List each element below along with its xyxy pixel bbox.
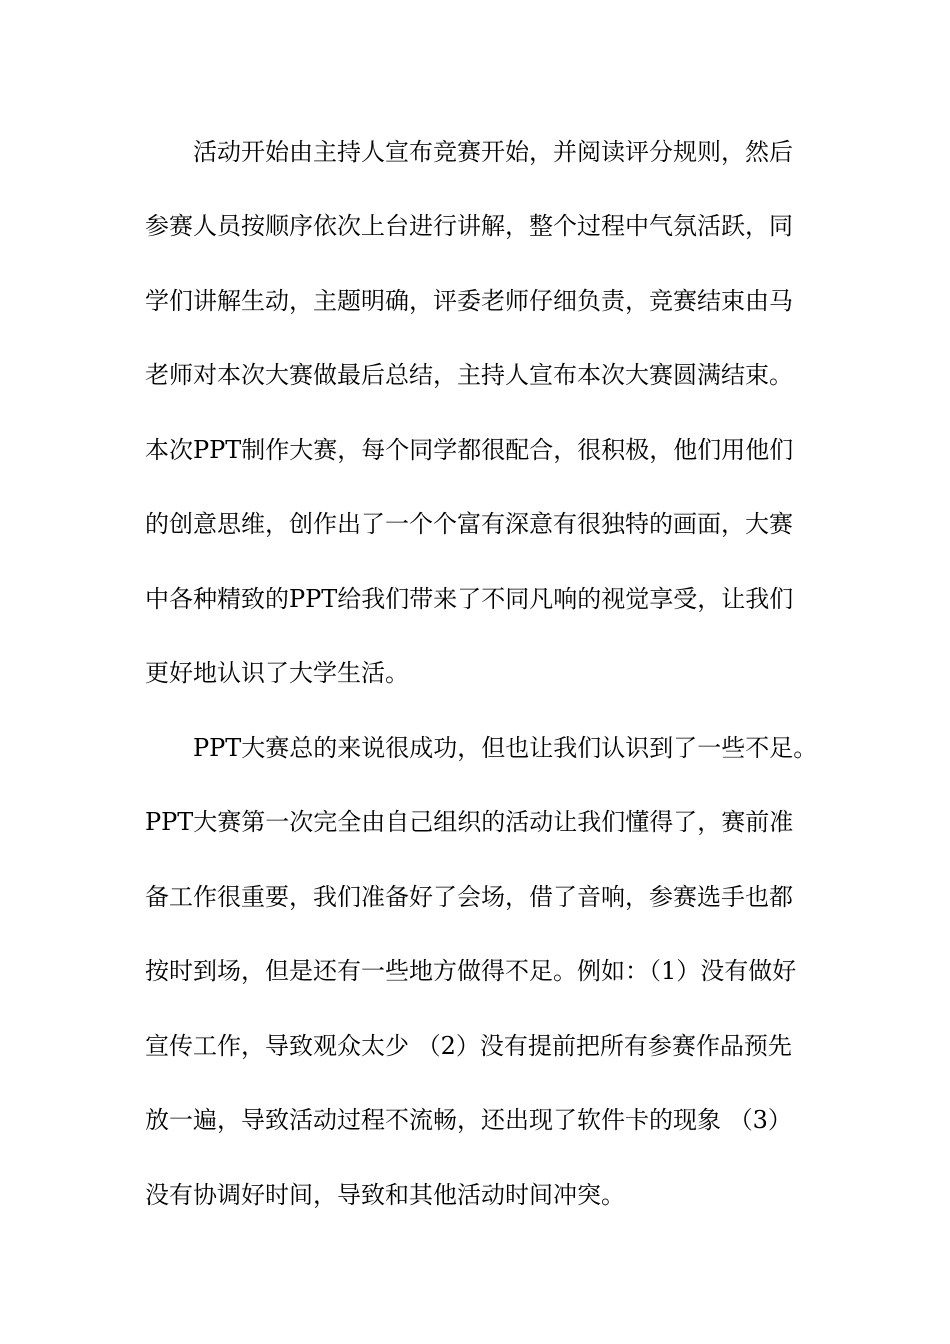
text-line: 的创意思维，创作出了一个个富有深意有很独特的画面，大赛	[145, 510, 793, 538]
text-line: 宣传工作，导致观众太少 （2）没有提前把所有参赛作品预先	[145, 1032, 792, 1060]
text-line: 活动开始由主持人宣布竞赛开始，并阅读评分规则，然后	[145, 138, 793, 166]
text-line: 参赛人员按顺序依次上台进行讲解，整个过程中气氛活跃，同	[145, 212, 793, 240]
text-line: PPT大赛总的来说很成功，但也让我们认识到了一些不足。	[145, 734, 818, 762]
text-line: 中各种精致的PPT给我们带来了不同凡响的视觉享受，让我们	[145, 585, 794, 613]
text-line: 本次PPT制作大赛，每个同学都很配合，很积极，他们用他们	[145, 436, 794, 464]
text-line: PPT大赛第一次完全由自己组织的活动让我们懂得了，赛前准	[145, 808, 794, 836]
text-line: 老师对本次大赛做最后总结，主持人宣布本次大赛圆满结束。	[145, 361, 793, 389]
text-line: 更好地认识了大学生活。	[145, 659, 409, 687]
text-line: 备工作很重要，我们准备好了会场，借了音响，参赛选手也都	[145, 883, 793, 911]
text-line: 放一遍，导致活动过程不流畅，还出现了软件卡的现象 （3）	[145, 1106, 792, 1134]
text-line: 按时到场，但是还有一些地方做得不足。例如：（1）没有做好	[145, 957, 797, 985]
text-line: 学们讲解生动，主题明确，评委老师仔细负责，竞赛结束由马	[145, 287, 793, 315]
text-line: 没有协调好时间，导致和其他活动时间冲突。	[145, 1181, 625, 1209]
